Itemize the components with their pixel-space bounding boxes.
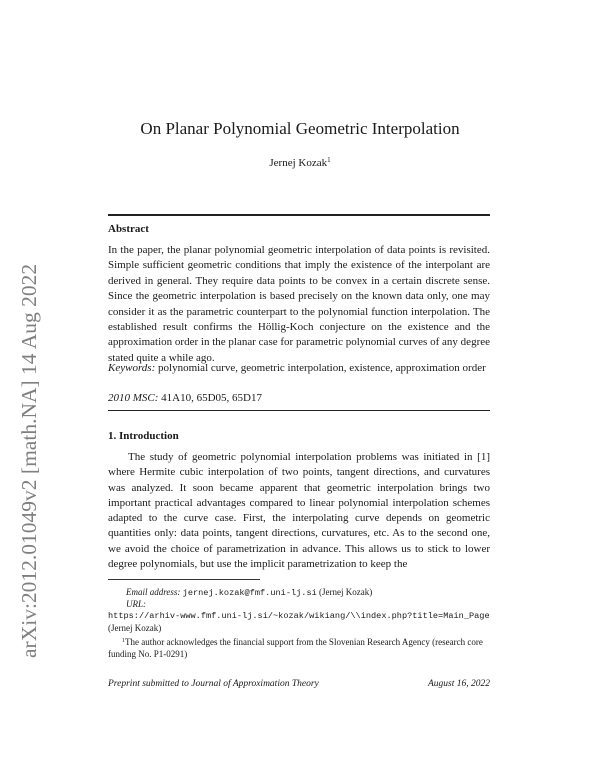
keywords-line [108,361,490,375]
author-line [0,156,600,169]
footer-date: August 16, 2022 [427,679,490,689]
abstract-heading: Abstract [108,223,149,235]
url-author: (Jernej Kozak) [108,623,162,633]
url-label: URL: [126,599,146,609]
author-name: Jernej Kozak [269,157,328,169]
arxiv-side-stamp [8,108,48,668]
email-link[interactable]: jernej.kozak@fmf.uni-lj.si [182,588,317,598]
footnote-funding [108,635,490,660]
funding-text: The author acknowledges the financial support from the Slovenian Research Agency (research core funding No. P1-0291) [108,637,483,659]
abstract-top-rule [108,214,490,216]
abstract-text: In the paper, the planar polynomial geometric interpolation of data points is revisited. Simple sufficient geometric conditions that imply the existence of the interpolant are derived in general. They require data points to be convex in a certain discrete sense. Since the geometric interpolation is based precisely on the known data only, one may consider it as the parametric counterpart to the polynomial function interpolation. The established result confirms the Höllig-Koch conjecture on the existence and the approximation order in the planar case for parametric polynomial curves of any degree stated quite a while ago. [108,244,490,364]
msc-label: 2010 MSC: [108,392,159,404]
arxiv-id-text: arXiv:2012.01049v2 [math.NA] 14 Aug 2022 [17,263,41,658]
footer-journal: Preprint submitted to Journal of Approximation Theory [108,679,319,689]
author-footnote-mark: 1 [327,156,331,164]
msc-value: 41A10, 65D05, 65D17 [161,392,263,404]
msc-line [108,391,490,405]
funding-footnote-mark: 1 [122,638,125,644]
section-heading: 1. Introduction [108,430,179,442]
keywords-label: Keywords: [108,362,156,374]
footnote-url-label [126,598,146,610]
paper-title: On Planar Polynomial Geometric Interpolation [140,119,460,138]
footnote-email [126,586,372,599]
abstract-bottom-rule [108,410,490,411]
url-link[interactable]: https://arhiv-www.fmf.uni-lj.si/~kozak/wikiang/\\index.php?title=Main_Page [108,611,490,621]
keywords-value: polynomial curve, geometric interpolation, existence, approximation order [158,362,486,374]
introduction-text: The study of geometric polynomial interpolation problems was initiated in [1] where Hermite cubic interpolation of two points, tangent directions, and curvatures was analyzed. It soon became apparent that geometric interpolation brings two important practical advantages compared to linear polynomial interpolation schemes adapted to the curve case. First, the interpolating curve depends on geometric quantities only: data points, tangent directions, curvatures, etc. As to the second one, we avoid the choice of parametrization in advance. This allows us to stick to lower degree polynomials, but use the implicit parametrization to keep the [108,451,490,571]
footnote-rule [108,579,260,580]
email-author: (Jernej Kozak) [319,587,373,597]
email-label: Email address: [126,587,181,597]
